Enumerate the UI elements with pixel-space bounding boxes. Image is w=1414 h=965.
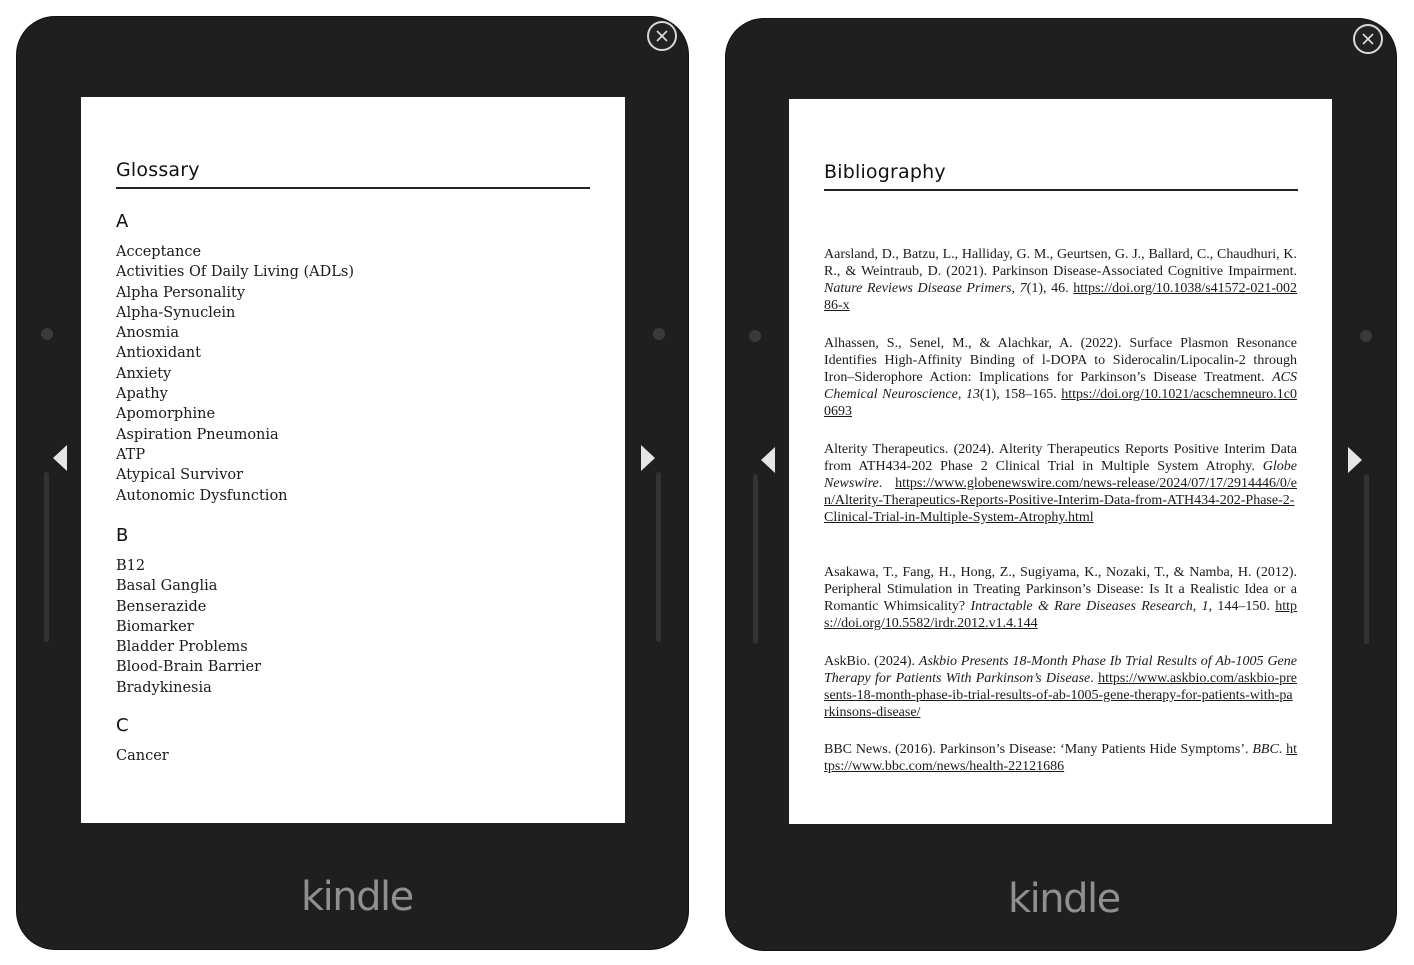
term-list: [116, 556, 261, 698]
reader-screen[interactable]: [81, 97, 625, 823]
kindle-device-glossary: [17, 17, 688, 949]
side-dot-right: [653, 328, 665, 340]
glossary-term[interactable]: Blood-Brain Barrier: [116, 659, 262, 676]
glossary-term[interactable]: Activities Of Daily Living (ADLs): [116, 264, 354, 281]
glossary-term[interactable]: Alpha Personality: [116, 284, 246, 301]
bibliography-entry: [824, 335, 1297, 420]
glossary-term[interactable]: Apomorphine: [116, 406, 216, 423]
glossary-term[interactable]: Benserazide: [116, 598, 207, 615]
side-bar-right: [1364, 474, 1369, 644]
entry-text: BBC News. (2016). Parkinson’s Disease: ‘Many Patients Hide Symptoms’.: [824, 742, 1253, 757]
page-title: Glossary: [116, 159, 590, 189]
bibliography-entry: [824, 564, 1297, 632]
entry-source: Nature Reviews Disease Primers: [824, 281, 1012, 296]
entry-separator: ,: [957, 387, 966, 402]
glossary-term[interactable]: Apathy: [116, 386, 168, 403]
previous-page-button[interactable]: [51, 443, 71, 473]
glossary-section-a: [116, 211, 354, 506]
glossary-term[interactable]: B12: [116, 558, 146, 574]
bibliography-entry: [824, 246, 1297, 314]
glossary-section-c: [116, 715, 169, 766]
entry-link[interactable]: https://www.bbc.com/news/health-22121686: [824, 742, 1298, 774]
entry-source: BBC: [1252, 742, 1279, 757]
arrow-left-icon: [759, 445, 779, 475]
entry-source: Globe Newswire: [824, 459, 1297, 491]
glossary-term[interactable]: Acceptance: [116, 244, 202, 260]
side-bar-left: [753, 474, 758, 644]
entry-separator: ,: [1192, 599, 1202, 614]
section-letter: B: [116, 525, 129, 546]
bibliography-entry: [824, 441, 1297, 526]
close-icon: [655, 29, 669, 43]
kindle-logo: kindle: [301, 874, 413, 920]
side-bar-right: [656, 472, 661, 642]
previous-page-button[interactable]: [759, 445, 779, 475]
entry-pages: (1), 46.: [1026, 281, 1074, 296]
glossary-term[interactable]: Antioxidant: [116, 345, 201, 362]
entry-link[interactable]: https://doi.org/10.1038/s41572-021-00286-x: [824, 281, 1297, 313]
term-list: [116, 242, 354, 506]
entry-text: Aarsland, D., Batzu, L., Halliday, G. M., Geurtsen, G. J., Ballard, C., Chaudhuri, K. R., & Weintraub, D. (2021). Parkinson Disease-Associated Cognitive Impairment.: [824, 247, 1297, 279]
side-dot-left: [749, 330, 761, 342]
page-title: Bibliography: [824, 161, 1298, 191]
glossary-term[interactable]: Autonomic Dysfunction: [116, 487, 288, 504]
entry-pages: , 144–150.: [1208, 599, 1276, 614]
next-page-button[interactable]: [1344, 445, 1364, 475]
arrow-left-icon: [51, 443, 71, 473]
entry-text: AskBio. (2024).: [824, 654, 919, 669]
glossary-term[interactable]: Atypical Survivor: [116, 467, 244, 484]
side-bar-left: [44, 472, 49, 642]
section-letter: A: [116, 211, 129, 232]
entry-link[interactable]: https://doi.org/10.1021/acschemneuro.1c00693: [824, 387, 1297, 419]
entry-source: ACS Chemical Neuroscience: [824, 370, 1297, 402]
entry-separator: ,: [1011, 281, 1020, 296]
entry-pages: (1), 158–165.: [979, 387, 1062, 402]
entry-link[interactable]: https://www.askbio.com/askbio-presents-18-month-phase-ib-trial-results-of-ab-1005-gene-therapy-for-patients-with-parkinsons-disease/: [824, 671, 1298, 720]
glossary-term[interactable]: Alpha-Synuclein: [116, 304, 236, 321]
entry-text: Alhassen, S., Senel, M., & Alachkar, A. (2022). Surface Plasmon Resonance Identifies High-Affinity Binding of l-DOPA to Siderocalin/Lipocalin-2 through Iron–Siderophore Action: Implications for Parkinson’s Disease Treatment.: [824, 336, 1297, 385]
kindle-logo: kindle: [1008, 876, 1120, 922]
entry-text: Asakawa, T., Fang, H., Hong, Z., Sugiyama, K., Nozaki, T., & Namba, H. (2012). Peripheral Stimulation in Treating Parkinson’s Disease: Is It a Realistic Idea or a Romantic Whimsicality?: [824, 565, 1297, 614]
side-dot-left: [41, 328, 53, 340]
entry-separator: .: [878, 476, 896, 491]
entry-volume: 1: [1201, 599, 1209, 614]
entry-separator: .: [1278, 742, 1287, 757]
glossary-term[interactable]: Anxiety: [116, 365, 172, 382]
glossary-term[interactable]: Basal Ganglia: [116, 578, 218, 595]
bibliography-entry: [824, 653, 1297, 721]
glossary-section-b: [116, 525, 261, 698]
section-letter: C: [116, 715, 129, 736]
glossary-term[interactable]: ATP: [116, 446, 146, 463]
glossary-term[interactable]: Bradykinesia: [116, 679, 212, 696]
entry-separator: .: [1090, 671, 1099, 686]
entry-volume: 7: [1019, 281, 1027, 296]
entry-source: Intractable & Rare Diseases Research: [970, 599, 1193, 614]
side-dot-right: [1360, 330, 1372, 342]
arrow-right-icon: [1344, 445, 1364, 475]
reader-screen[interactable]: [789, 99, 1332, 824]
glossary-term[interactable]: Biomarker: [116, 618, 194, 635]
close-button[interactable]: [647, 21, 677, 51]
entry-text: Alterity Therapeutics. (2024). Alterity Therapeutics Reports Positive Interim Data from ATH434-202 Phase 2 Clinical Trial in Multiple System Atrophy.: [824, 442, 1297, 474]
glossary-term[interactable]: Bladder Problems: [116, 639, 248, 656]
arrow-right-icon: [637, 443, 657, 473]
entry-link[interactable]: https://www.globenewswire.com/news-release/2024/07/17/2914446/0/en/Alterity-Therapeutics-Reports-Positive-Interim-Data-from-ATH434-202-Phase-2-Clinical-Trial-in-Multiple-System-Atrophy.html: [824, 476, 1297, 525]
glossary-term[interactable]: Aspiration Pneumonia: [116, 426, 279, 443]
entry-volume: 13: [965, 387, 980, 402]
glossary-term[interactable]: Cancer: [116, 748, 169, 764]
bibliography-entry: [824, 741, 1297, 775]
glossary-term[interactable]: Anosmia: [116, 325, 180, 342]
close-button[interactable]: [1353, 24, 1383, 54]
term-list: [116, 746, 169, 766]
entry-link[interactable]: https://doi.org/10.5582/irdr.2012.v1.4.144: [824, 599, 1298, 631]
kindle-device-bibliography: [726, 19, 1396, 950]
close-icon: [1361, 32, 1375, 46]
next-page-button[interactable]: [637, 443, 657, 473]
entry-source: Askbio Presents 18-Month Phase Ib Trial Results of Ab-1005 Gene Therapy for Patients With Parkinson’s Disease: [824, 654, 1297, 686]
